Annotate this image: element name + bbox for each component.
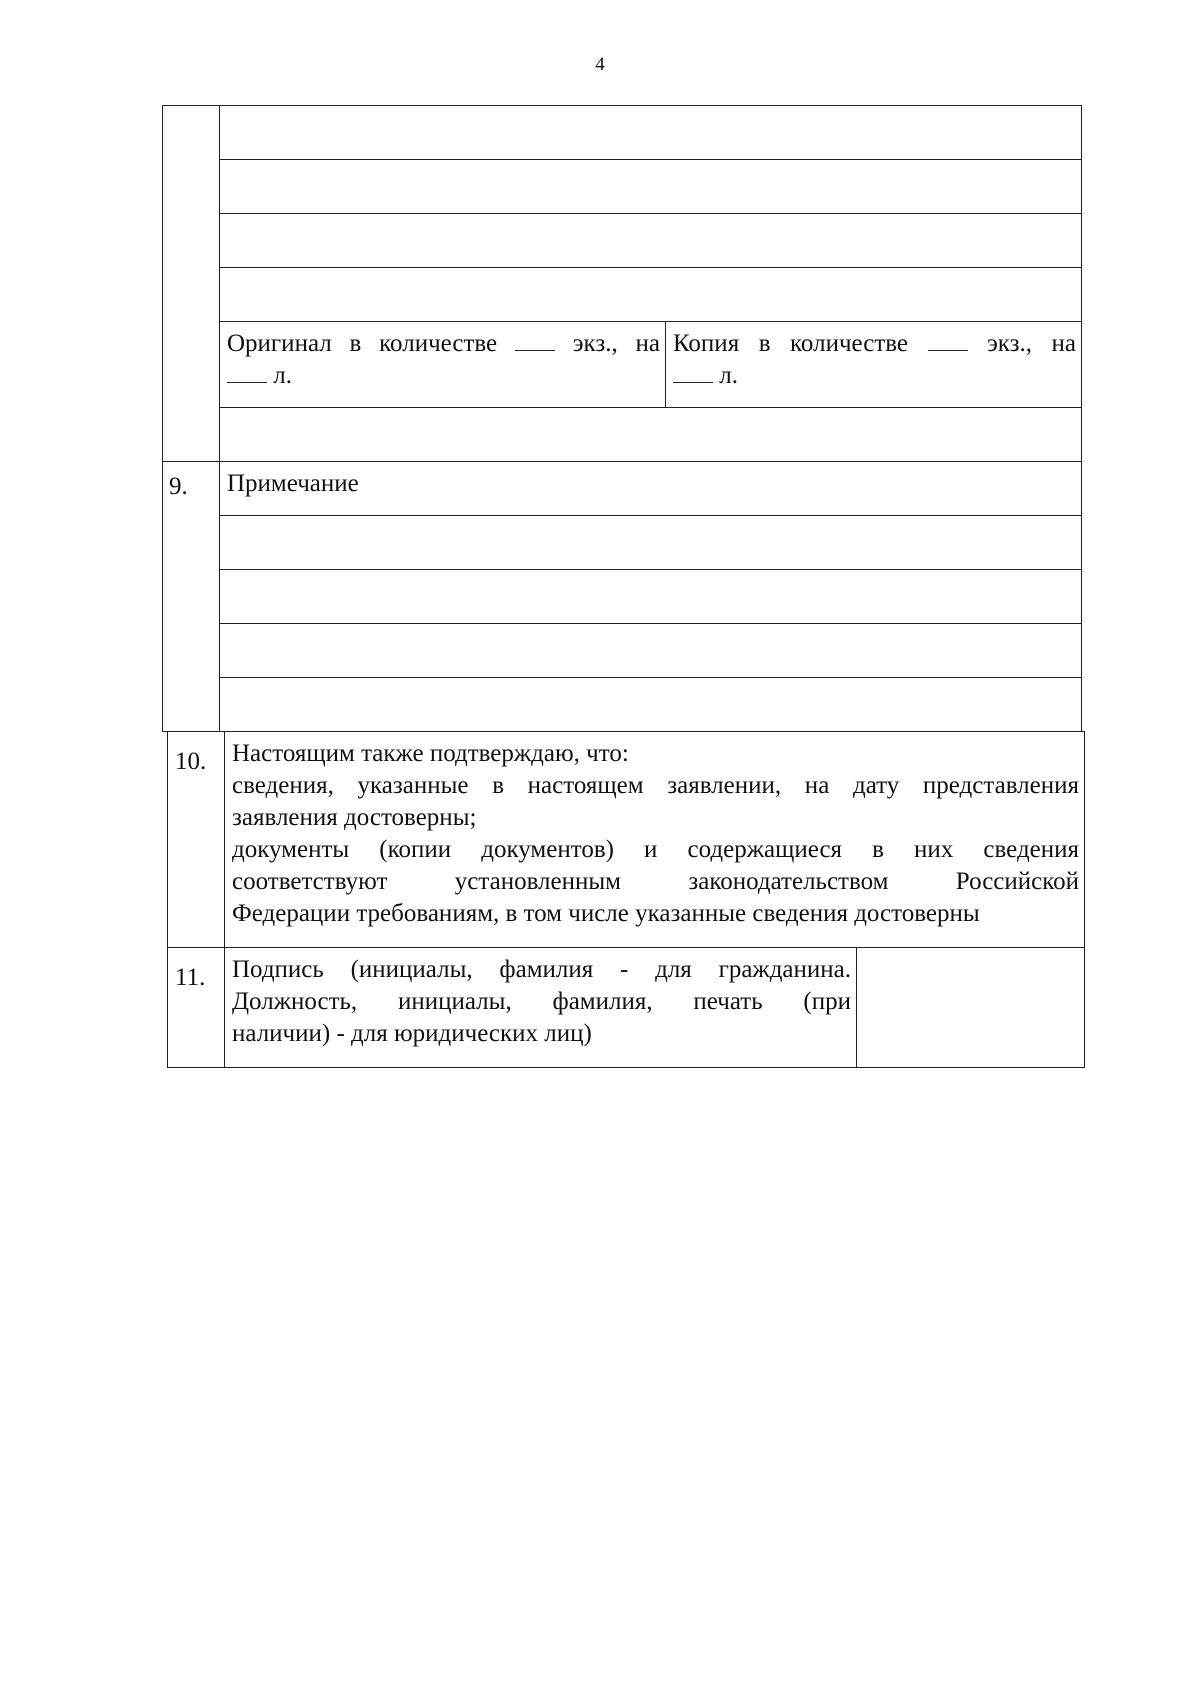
section-10-number: 10. [168, 732, 225, 948]
section-8-number-cell [163, 106, 220, 462]
confirmation-line-5: соответствуют установленным законодательством Российской [232, 868, 1080, 895]
application-form-table-bottom [167, 731, 1085, 1068]
confirmation-line-2: сведения, указанные в настоящем заявлении, на дату представления [232, 772, 1080, 799]
page-number: 4 [595, 54, 605, 75]
section-10-confirmation [225, 732, 1085, 948]
original-copies-blank[interactable] [515, 330, 555, 351]
confirmation-line-4: документы (копии документов) и содержащиеся в них сведения [232, 836, 1080, 863]
signature-label-line-1: Подпись (инициалы, фамилия - для гражданина. [232, 956, 851, 983]
copy-count-cell[interactable] [666, 322, 1082, 408]
copy-sheets-blank[interactable] [673, 362, 713, 383]
note-line[interactable] [220, 570, 1082, 624]
copy-prefix: Копия в количестве [673, 330, 909, 357]
copy-mid: экз., на [987, 330, 1077, 357]
application-form-table-top [162, 105, 1082, 732]
copy-suffix: л. [719, 362, 738, 389]
signature-field[interactable] [857, 948, 1085, 1068]
original-count-cell[interactable] [220, 322, 666, 408]
blank-row[interactable] [220, 214, 1082, 268]
note-line[interactable] [220, 624, 1082, 678]
confirmation-line-1: Настоящим также подтверждаю, что: [232, 740, 629, 767]
section-11-number: 11. [168, 948, 225, 1068]
blank-row[interactable] [220, 160, 1082, 214]
blank-row[interactable] [220, 408, 1082, 462]
confirmation-line-3: заявления достоверны; [232, 804, 477, 831]
original-suffix: л. [273, 362, 292, 389]
signature-label-line-3: наличии) - для юридических лиц) [232, 1020, 592, 1047]
original-sheets-blank[interactable] [227, 362, 267, 383]
original-prefix: Оригинал в количестве [227, 330, 498, 357]
signature-label-line-2: Должность, инициалы, фамилия, печать (при [232, 988, 851, 1015]
original-mid: экз., на [572, 330, 661, 357]
blank-row[interactable] [220, 106, 1082, 160]
blank-row[interactable] [220, 268, 1082, 322]
section-9-title: Примечание [220, 462, 1082, 516]
section-11-signature-label [225, 948, 857, 1068]
note-line[interactable] [220, 678, 1082, 732]
section-9-number: 9. [163, 462, 220, 732]
note-line[interactable] [220, 516, 1082, 570]
confirmation-line-6: Федерации требованиям, в том числе указанные сведения достоверны [232, 900, 980, 927]
copy-copies-blank[interactable] [928, 330, 968, 351]
